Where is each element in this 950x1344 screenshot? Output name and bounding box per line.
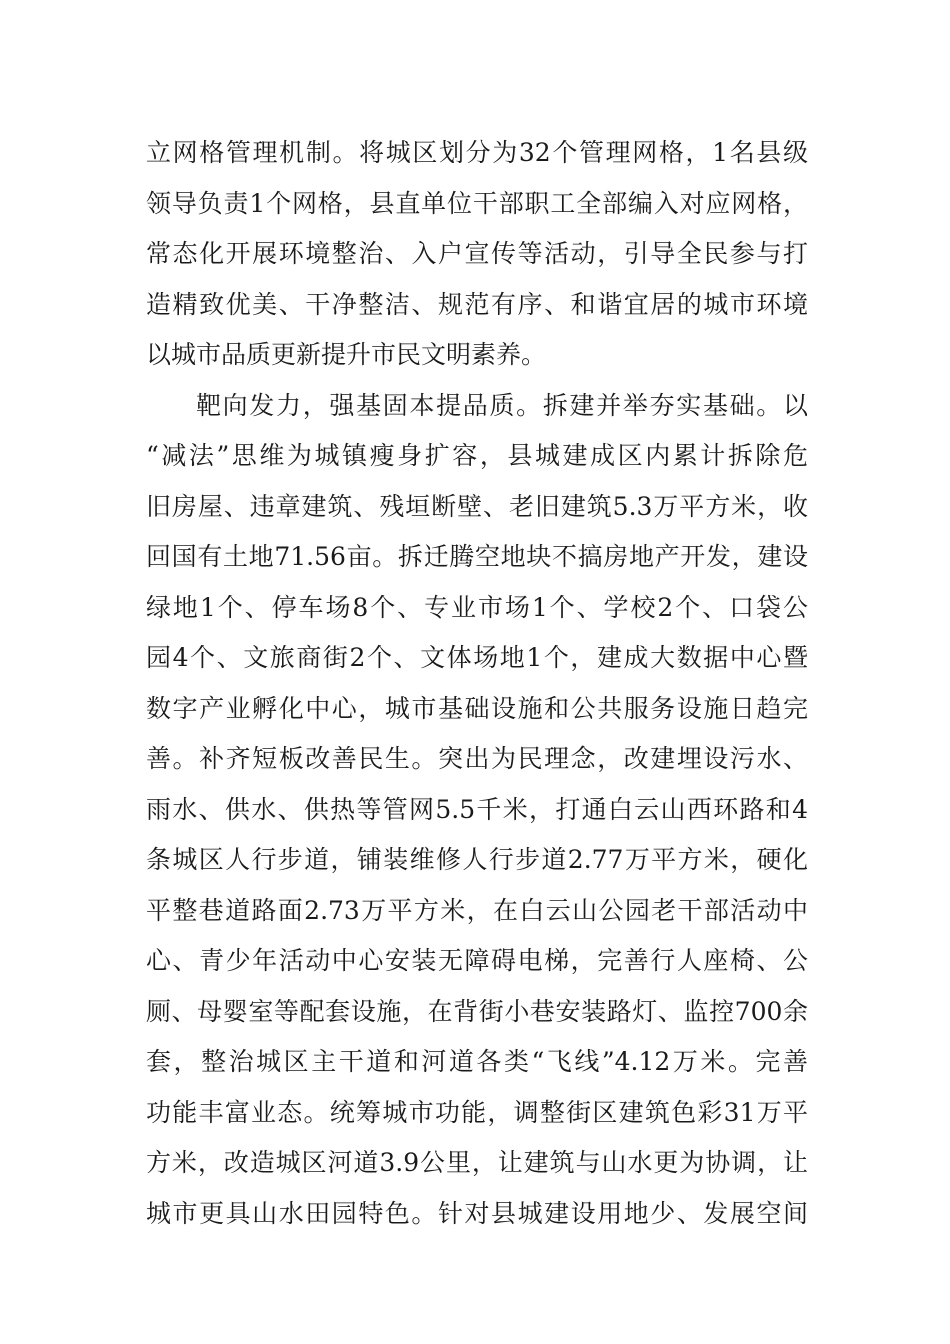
- text-line: 旧房屋、违章建筑、残垣断壁、老旧建筑5.3万平方米，收: [146, 491, 808, 521]
- text-line: 领导负责1个网格，县直单位干部职工全部编入对应网格，: [146, 188, 808, 218]
- text-line: 条城区人行步道，铺装维修人行步道2.77万平方米，硬化: [146, 845, 808, 874]
- text-line: 数字产业孵化中心，城市基础设施和公共服务设施日趋完: [146, 693, 808, 723]
- text-line: 心、青少年活动中心安装无障碍电梯，完善行人座椅、公: [146, 946, 808, 975]
- text-line: 厕、母婴室等配套设施，在背街小巷安装路灯、监控700余: [146, 996, 808, 1026]
- text-line: 以城市品质更新提升市民文明素养。: [146, 340, 547, 369]
- body-text: [146, 128, 808, 1239]
- text-line: 回国有土地71.56亩。拆迁腾空地块不搞房地产开发，建设: [146, 542, 808, 571]
- text-line: 园4个、文旅商街2个、文体场地1个，建成大数据中心暨: [146, 643, 808, 672]
- text-line: 城市更具山水田园特色。针对县城建设用地少、发展空间: [146, 1198, 808, 1228]
- text-line: 立网格管理机制。将城区划分为32个管理网格，1名县级: [146, 138, 808, 167]
- text-line: 常态化开展环境整治、入户宣传等活动，引导全民参与打: [146, 239, 808, 268]
- text-line: 功能丰富业态。统筹城市功能，调整街区建筑色彩31万平: [146, 1097, 808, 1127]
- text-line: 造精致优美、干净整洁、规范有序、和谐宜居的城市环境: [146, 289, 808, 319]
- text-line: 善。补齐短板改善民生。突出为民理念，改建埋设污水、: [146, 744, 808, 773]
- text-line: 雨水、供水、供热等管网5.5千米，打通白云山西环路和4: [146, 794, 808, 824]
- text-line: 方米，改造城区河道3.9公里，让建筑与山水更为协调，让: [146, 1148, 808, 1177]
- text-line: 套，整治城区主干道和河道各类“飞线”4.12万米。完善: [146, 1047, 808, 1076]
- paragraph-start-line: 靶向发力，强基固本提品质。拆建并举夯实基础。以: [196, 390, 808, 420]
- text-line: 绿地1个、停车场8个、专业市场1个、学校2个、口袋公: [146, 592, 808, 622]
- text-line: 平整巷道路面2.73万平方米，在白云山公园老干部活动中: [146, 895, 808, 925]
- text-line: “减法”思维为城镇瘦身扩容，县城建成区内累计拆除危: [146, 441, 808, 470]
